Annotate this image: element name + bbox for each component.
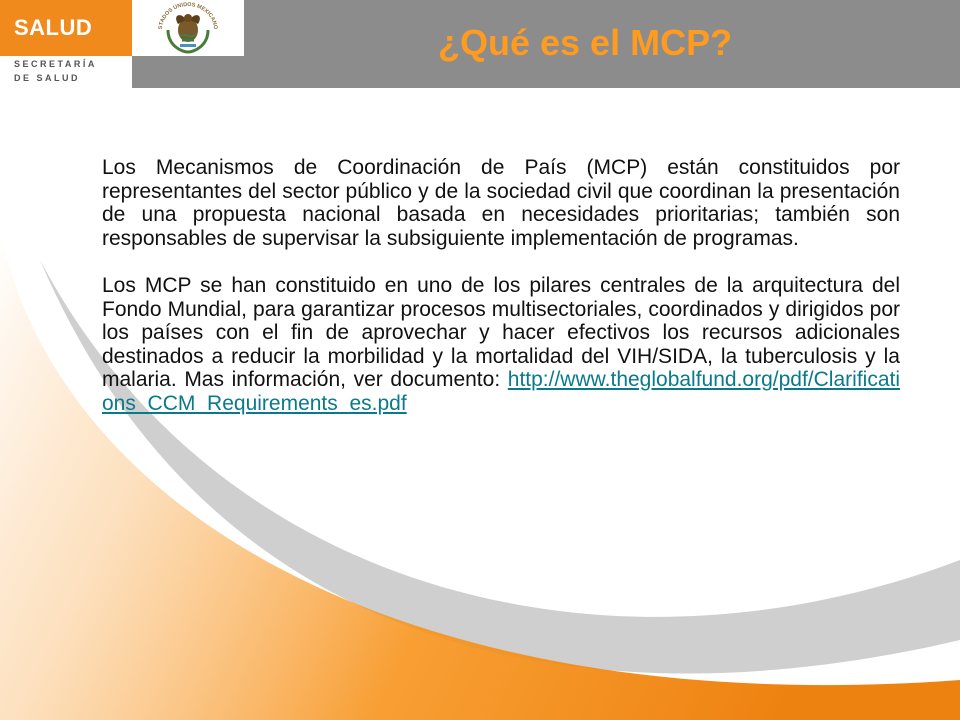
logo-subtitle-line1: SECRETARÍA — [14, 59, 97, 69]
logo-subtitle — [0, 56, 132, 88]
ccm-requirements-link[interactable]: http://www.theglobalfund.org/pdf/Clarifications_CCM_Requirements_es.pdf — [102, 368, 900, 415]
paragraph-1: Los Mecanismos de Coordinación de País (MCP) están constituidos por representantes del sector público y de la sociedad civil que coordinan la presentación de una propuesta nacional basada en necesidades prioritarias; también son responsables de supervisar la subsiguiente implementación de programas. — [102, 156, 900, 250]
svg-text:ESTADOS UNIDOS MEXICANOS: STADOS UNIDOS MEXICANO — [157, 1, 219, 30]
mexican-coat-of-arms-icon — [132, 0, 244, 56]
salud-logo — [0, 0, 132, 56]
paragraph-2-text: Los MCP se han constituido en uno de los pilares centrales de la arquitectura del Fondo Mundial, para garantizar procesos multisectoriales, coordinados y dirigidos por los países con el fin de aprovechar y hacer efectivos los recursos adicionales destinados a reducir la morbilidad y la mortalidad del VIH/SIDA, la tuberculosis y la malaria. Mas información, ver documento: — [102, 274, 900, 391]
paragraph-2 — [102, 274, 900, 415]
page-title: ¿Qué es el MCP? — [438, 22, 733, 63]
logo-subtitle-line2: DE SALUD — [14, 73, 81, 83]
logo-wordmark: SALUD — [14, 15, 93, 40]
slide-content — [102, 156, 900, 439]
